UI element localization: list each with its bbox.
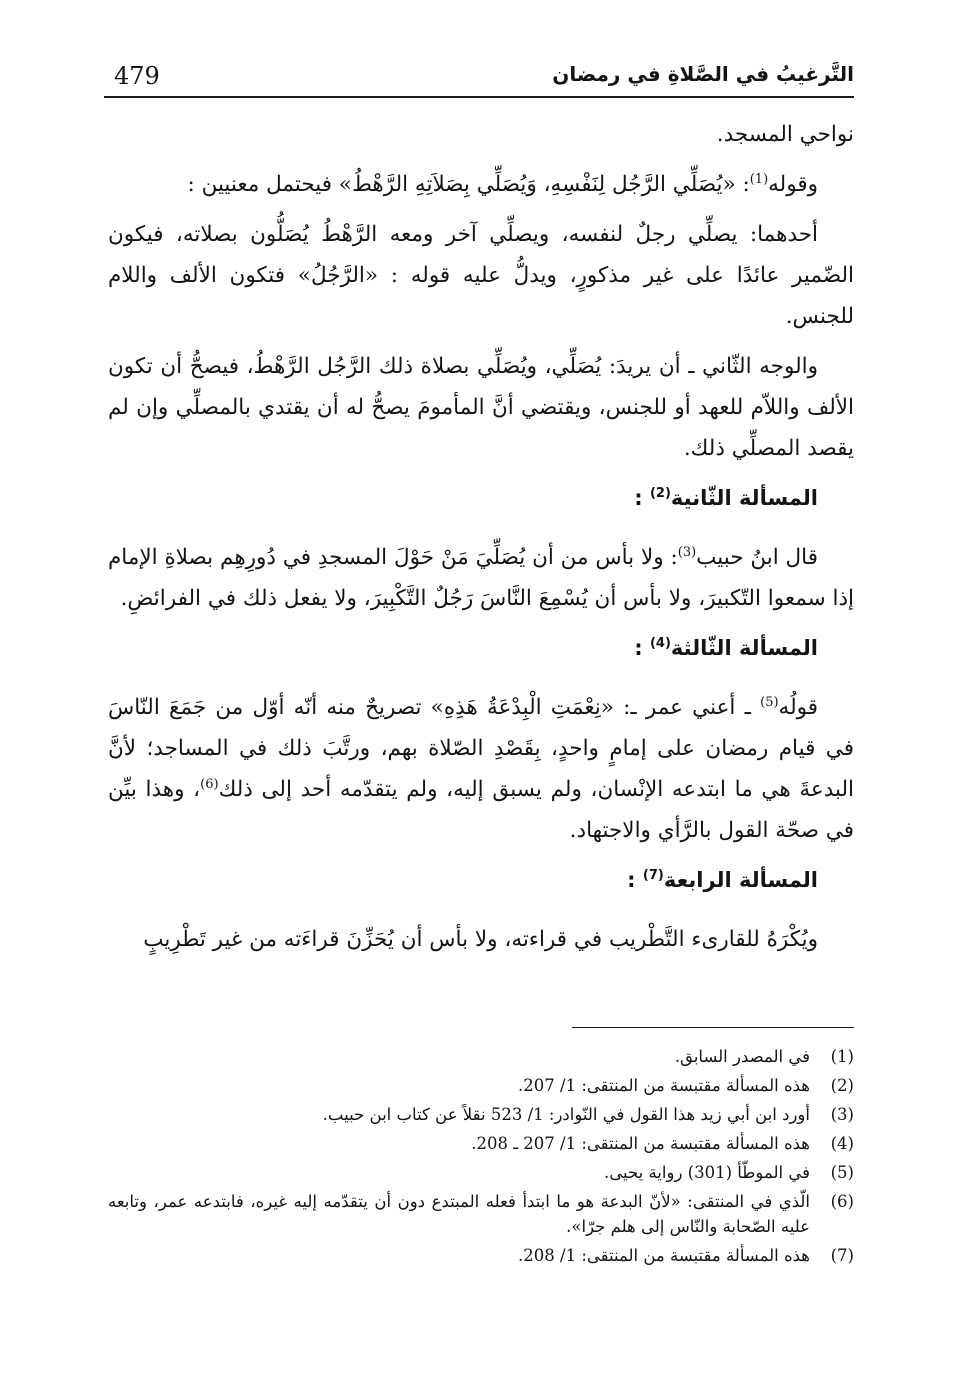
- section-heading-3: [108, 629, 854, 667]
- section-3-text: [108, 687, 854, 851]
- heading-text: المسألة الثّانية: [670, 486, 818, 510]
- footnote-number: (6): [830, 1192, 854, 1211]
- footnote-ref[interactable]: (1): [749, 171, 769, 187]
- paragraph-text: قال ابنُ حبيب: [696, 545, 818, 570]
- paragraph-continuation: نواحي المسجد.: [716, 122, 854, 147]
- footnote-number: (2): [830, 1076, 854, 1095]
- page-number: 479: [114, 62, 160, 90]
- footnote-ref[interactable]: (6): [200, 776, 219, 792]
- footnotes-list: [108, 1044, 854, 1272]
- heading-text: المسألة الثّالثة: [670, 636, 818, 660]
- footnote-item: [108, 1073, 854, 1098]
- footnote-text: الّذي في المنتقى: «لأنّ البدعة هو ما ابتدأ فعله المبتدع دون أن يتقدّمه إليه غيره، فابتدعه عمر، وتابعه عليه الصّحابة والنّاس إلى هلم جرّا».: [108, 1192, 810, 1236]
- footnote-text: في المصدر السابق.: [674, 1047, 810, 1066]
- heading-text: المسألة الرابعة: [663, 868, 818, 892]
- footnote-number: (7): [830, 1246, 854, 1265]
- paragraph-text: : «يُصَلِّي الرَّجُل لِنَفْسِهِ، وَيُصَلِّي بِصَلاَتِهِ الرَّهْطُ» فيحتمل معنيين :: [187, 172, 750, 197]
- paragraph-text: قولُه: [778, 695, 819, 720]
- running-header: [104, 56, 854, 98]
- footnote-text: هذه المسألة مقتبسة من المنتقى: 1/ 207 ـ 208.: [471, 1134, 810, 1153]
- footnote-text: أورد ابن أبي زيد هذا القول في النّوادر: 1/ 523 نقلاً عن كتاب ابن حبيب.: [322, 1105, 810, 1124]
- footnote-divider: [572, 1027, 854, 1028]
- section-2-text: [108, 537, 854, 619]
- paragraph-text: : ولا بأس من أن يُصَلِّيَ مَنْ حَوْلَ المسجدِ في دُورِهِم بصلاةِ الإمام إذا سمعوا التّكبيرَ، ولا بأس أن يُسْمِعَ النَّاسَ رَجُلٌ التَّكْبِيرَ، ولا يفعل ذلك في الفرائضِ.: [108, 545, 854, 611]
- footnote-text: في الموطّأ (301) رواية يحيى.: [603, 1163, 810, 1182]
- paragraph-first-meaning: أحدهما: يصلِّي رجلٌ لنفسه، ويصلِّي آخر ومعه الرَّهْطُ يُصَلُّون بصلاته، فيكون الضّمير عائدًا على غير مذكورٍ، ويدلُّ عليه قوله : «الرَّجُلُ» فتكون الألف واللام للجنس.: [108, 222, 854, 329]
- section-heading-4: [108, 861, 854, 899]
- footnote-ref[interactable]: (4): [649, 636, 671, 651]
- footnote-ref[interactable]: (5): [760, 694, 779, 710]
- footnote-item: [108, 1102, 854, 1127]
- footnote-item: [108, 1189, 854, 1239]
- heading-colon: :: [627, 868, 636, 892]
- footnote-item: [108, 1044, 854, 1069]
- footnote-text: هذه المسألة مقتبسة من المنتقى: 1/ 208.: [518, 1246, 810, 1265]
- paragraph-text: ـ أعني عمر ـ: «نِعْمَتِ الْبِدْعَةُ هَذِهِ» تصريحٌ منه أنّه أوّل من جَمَعَ النّاسَ في قيام رمضان على إمامٍ واحدٍ، بِقَصْدِ الصّلاة بهم، ورتَّبَ ذلك في المساجد؛ لأنَّ البدعةَ هي ما ابتدعه الإنْسان، ولم يسبق إليه، ولم يتقدّمه أحد إلى ذلك: [108, 695, 854, 802]
- main-text: [108, 114, 854, 969]
- footnote-item: [108, 1131, 854, 1156]
- heading-colon: :: [634, 636, 643, 660]
- footnote-ref[interactable]: (7): [642, 868, 664, 883]
- paragraph-quote: [108, 164, 854, 205]
- footnote-number: (1): [830, 1047, 854, 1066]
- footnote-text: هذه المسألة مقتبسة من المنتقى: 1/ 207.: [518, 1076, 810, 1095]
- section-4-text: ويُكْرَهُ للقارىء التَّطْريب في قراءته، ولا بأس أن يُحَزِّنَ قراءَته من غير تَطْرِيبٍ: [143, 927, 818, 952]
- paragraph-text: وقوله: [768, 172, 818, 197]
- footnote-number: (5): [830, 1163, 854, 1182]
- running-title: التَّرغيبُ في الصَّلاةِ في رمضان: [552, 62, 854, 86]
- footnote-item: [108, 1160, 854, 1185]
- footnote-ref[interactable]: (2): [649, 486, 671, 501]
- heading-colon: :: [634, 486, 643, 510]
- footnote-number: (4): [830, 1134, 854, 1153]
- footnote-number: (3): [830, 1105, 854, 1124]
- paragraph-text: ، وهذا بيِّن في صحّة القول بالرَّأي والاجتهاد.: [108, 777, 854, 843]
- footnote-item: [108, 1243, 854, 1268]
- section-heading-2: [108, 479, 854, 517]
- footnote-ref[interactable]: (3): [677, 544, 697, 560]
- paragraph-second-meaning: والوجه الثّاني ـ أن يريدَ: يُصَلِّي، ويُصَلِّي بصلاة ذلك الرَّجُل الرَّهْطُ، فيصحُّ أن تكون الألف واللاّم للعهد أو للجنس، ويقتضي أنَّ المأمومَ يصحُّ له أن يقتدي بالمصلِّي وإن لم يقصد المصلِّي ذلك.: [108, 354, 854, 461]
